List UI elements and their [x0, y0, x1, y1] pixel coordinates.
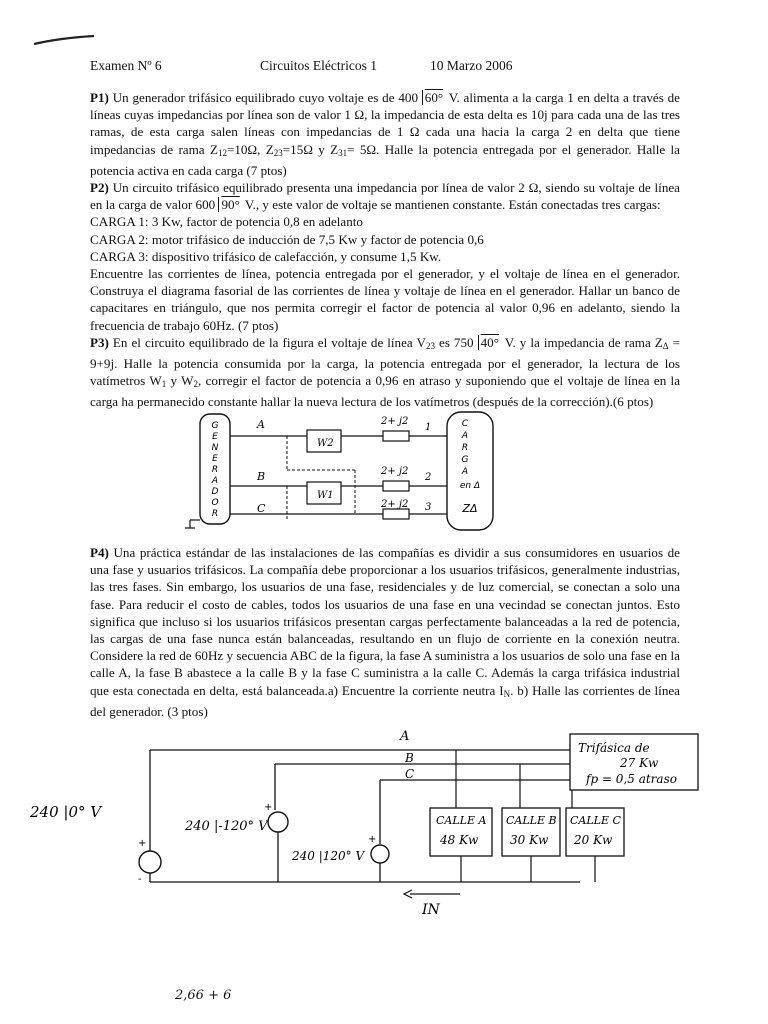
calle-c-kw: 20 Kw [574, 833, 613, 847]
label-b: B [405, 751, 414, 765]
source-2-plus: + [264, 802, 273, 813]
gen-letter: O [211, 498, 219, 508]
exam-number: Examen Nº 6 [90, 58, 162, 73]
source-1-plus: + [138, 838, 147, 849]
gen-letter: N [211, 443, 219, 453]
problem-2-questions: Encuentre las corrientes de línea, potencia entregada por el generador, y el voltaje de línea en el generador. Construya el diagrama fasorial de las corrientes de línea y voltaje de línea en el generador. Hallar un banco de capacitares en triángulo, que nos permita corregir el factor de potencia al valor 0,96 en adelanto, siendo la frecuencia de trabajo 60Hz. (7 ptos) [90, 266, 680, 333]
impedance-2 [383, 481, 409, 491]
node-3: 3 [425, 502, 432, 513]
gen-letter: E [212, 454, 218, 464]
node-2: 2 [425, 472, 432, 483]
label-b: B [257, 470, 266, 483]
node-1: 1 [425, 422, 432, 433]
source-3-label: 240 |120° V [292, 849, 365, 863]
gen-letter: A [211, 476, 219, 486]
footer-note: 2,66 + 6 [175, 988, 232, 1003]
load-en: en Δ [459, 481, 481, 491]
impedance-3 [383, 509, 409, 519]
carga-2: CARGA 2: motor trifásico de inducción de 7,5 Kw y factor de potencia 0,6 [90, 231, 484, 247]
w2-label: W2 [317, 438, 334, 449]
label-c: C [257, 502, 266, 515]
gen-letter: G [211, 421, 219, 431]
gen-letter: E [212, 432, 218, 442]
load-letter: A [461, 467, 469, 477]
gen-letter: D [211, 487, 219, 497]
calle-a-label: CALLE A [436, 814, 487, 827]
course-name: Circuitos Eléctricos 1 [260, 58, 377, 73]
neutral-current-label: IN [422, 902, 440, 918]
label-a: A [400, 729, 410, 744]
z1-label: 2+ j2 [381, 416, 409, 427]
calle-b-label: CALLE B [506, 814, 557, 827]
figure-p3-circuit [185, 408, 525, 538]
label-c: C [405, 767, 415, 781]
source-1 [139, 851, 161, 873]
figure-p4-circuit [20, 722, 720, 932]
source-3-plus: + [368, 834, 377, 845]
exam-date: 10 Marzo 2006 [430, 58, 513, 73]
load-letter: G [461, 455, 469, 465]
trifasica-fp: fp = 0,5 atraso [586, 772, 677, 786]
load-letter: R [461, 443, 469, 453]
problem-2: P2) Un circuito trifásico equilibrado presenta una impedancia por línea de valor 2 Ω, siendo su voltaje de línea en la carga de valor 600 90° V., y este valor de voltaje se mantienen constante. Están conectadas tres cargas: [90, 180, 680, 213]
source-2-label: 240 |-120° V [185, 819, 268, 834]
trifasica-label: Trifásica de [578, 741, 650, 755]
carga-1: CARGA 1: 3 Kw, factor de potencia 0,8 en adelanto [90, 214, 363, 230]
load-letter: A [461, 431, 469, 441]
problem-4-block [90, 544, 680, 720]
source-3 [371, 845, 389, 863]
load-z: ZΔ [462, 502, 478, 515]
trifasica-kw: 27 Kw [620, 756, 659, 770]
problems-1-3 [90, 89, 680, 411]
calle-b-kw: 30 Kw [510, 833, 549, 847]
label-a: A [257, 418, 265, 431]
calle-a-kw: 48 Kw [440, 833, 479, 847]
calle-c-label: CALLE C [570, 814, 621, 827]
carga-3: CARGA 3: dispositivo trifásico de calefacción, y consume 1,5 Kw. [90, 248, 442, 264]
source-1-label: 240 |0° V [30, 803, 102, 821]
z3-label: 2+ j2 [381, 499, 409, 510]
impedance-1 [383, 431, 409, 441]
source-2 [268, 812, 288, 832]
gen-letter: R [211, 509, 219, 519]
z2-label: 2+ j2 [381, 466, 409, 477]
problem-4: P4) Una práctica estándar de las instalaciones de las compañías es dividir a sus consumidores en usuarios de una fase y usuarios trifásicos. La compañía debe proporcionar a los usuarios trifásicos, generalmente industrias, las tres fases. Sin embargo, los usuarios de una fase, residenciales y de luz comercial, se conectan a solo una fase. Para reducir el costo de cables, todos los usuarios de una fase en una vecindad se conectan juntos. Esto significa que incluso si los usuarios trifásicos presentan cargas perfectamente balanceadas a la red de potencia, las cargas de una fase nunca están balanceadas, resultando en un flujo de corriente en la conexión neutra. Considere la red de 60Hz y secuencia ABC de la figura, la fase A suministra a los usuarios de solo una fase en la calle A, la fase B abastece a la calle B y la fase C suministra a la calle C. Además la carga trifásica industrial que esta conectada en delta, está balanceada.a) Encuentre la corriente neutra $I_N$. b) Halle las corrientes de línea del generador. (3 ptos) [90, 545, 680, 719]
exam-header [90, 58, 690, 78]
source-1-minus: - [138, 874, 142, 885]
gen-letter: R [211, 465, 219, 475]
scribble-mark [30, 30, 100, 50]
problem-3: P3) En el circuito equilibrado de la figura el voltaje de línea $V_{23}$ es 750 40° V. y la impedancia de rama $Z_\Delta = 9+9j$. Halle la potencia consumida por la carga, la potencia entregada por el generador, la lectura de los vatímetros $W_1$ y $W_2$, corregir el factor de potencia a 0,96 en atraso y suponiendo que el voltaje de línea en la carga ha permanecido constante hallar la nueva lectura de los vatímetros (después de la corrección).(6 ptos) [90, 334, 681, 410]
w1-label: W1 [317, 490, 334, 501]
load-letter: C [461, 419, 469, 429]
problem-1: P1) Un generador trifásico equilibrado cuyo voltaje es de 400 60° V. alimenta a la carga 1 en delta a través de líneas cuyas impedancias por línea son de valor 1 Ω, la impedancia de esta delta es 10j para cada una de las tres ramas, de esta carga salen líneas con impedancias de 1 Ω cada una hacia la carga 2 en delta que tiene impedancias de rama $Z_{12}=10\Omega$, $Z_{23}=15\Omega$ y $Z_{31}= 5\Omega$. Halle la potencia entregada por el generador. Halle la potencia activa en cada carga (7 ptos) [90, 90, 680, 178]
